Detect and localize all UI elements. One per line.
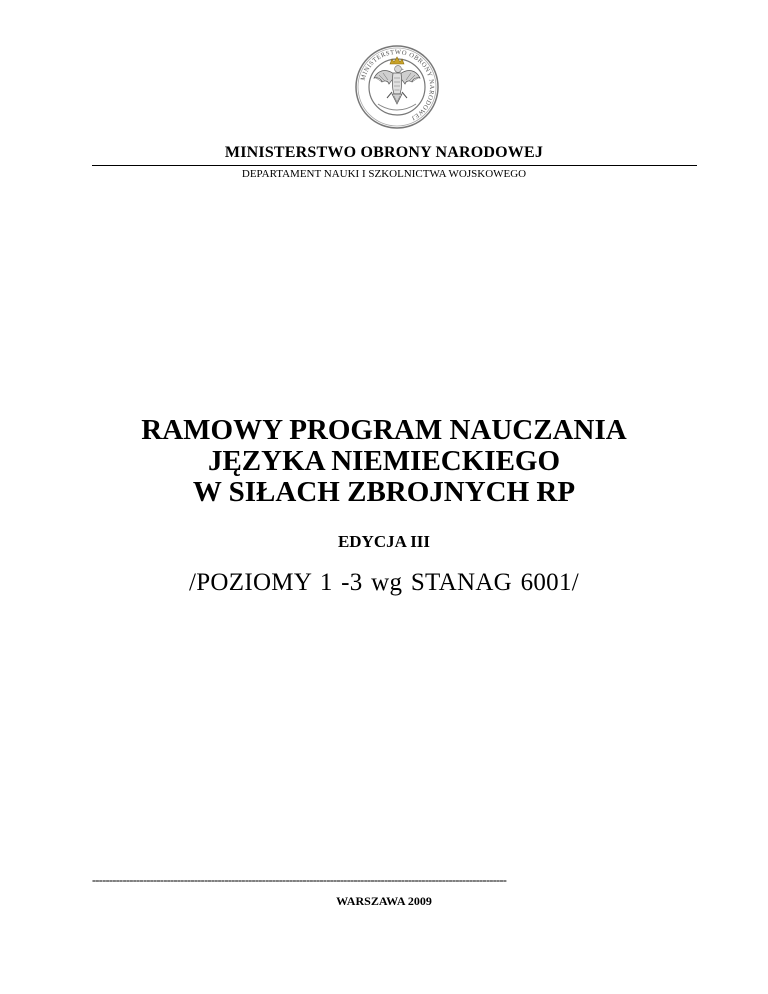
- eagle-emblem-icon: [354, 44, 440, 130]
- edition-label: EDYCJA III: [337, 532, 431, 551]
- title-line-3: W SIŁACH ZBROJNYCH RP: [192, 476, 576, 508]
- document-title: [0, 415, 768, 508]
- header-divider: [92, 165, 697, 166]
- title-line-2: JĘZYKA NIEMIECKIEGO: [207, 445, 561, 477]
- levels-subtitle: /POZIOMY 1 -3 wg STANAG 6001/: [188, 569, 580, 596]
- footer-dashed-separator: --------------------------------------------------------------------------------------------------------------------------: [92, 875, 507, 885]
- department-name: DEPARTAMENT NAUKI I SZKOLNICTWA WOJSKOWEGO: [241, 168, 527, 180]
- ministry-name: MINISTERSTWO OBRONY NARODOWEJ: [224, 144, 544, 161]
- place-and-year: WARSZAWA 2009: [336, 894, 432, 908]
- title-line-1: RAMOWY PROGRAM NAUCZANIA: [141, 414, 627, 446]
- svg-text:MINISTERSTWO OBRONY NARODOWE: MINISTERSTWO OBRONY NARODOWEJ: [359, 48, 436, 122]
